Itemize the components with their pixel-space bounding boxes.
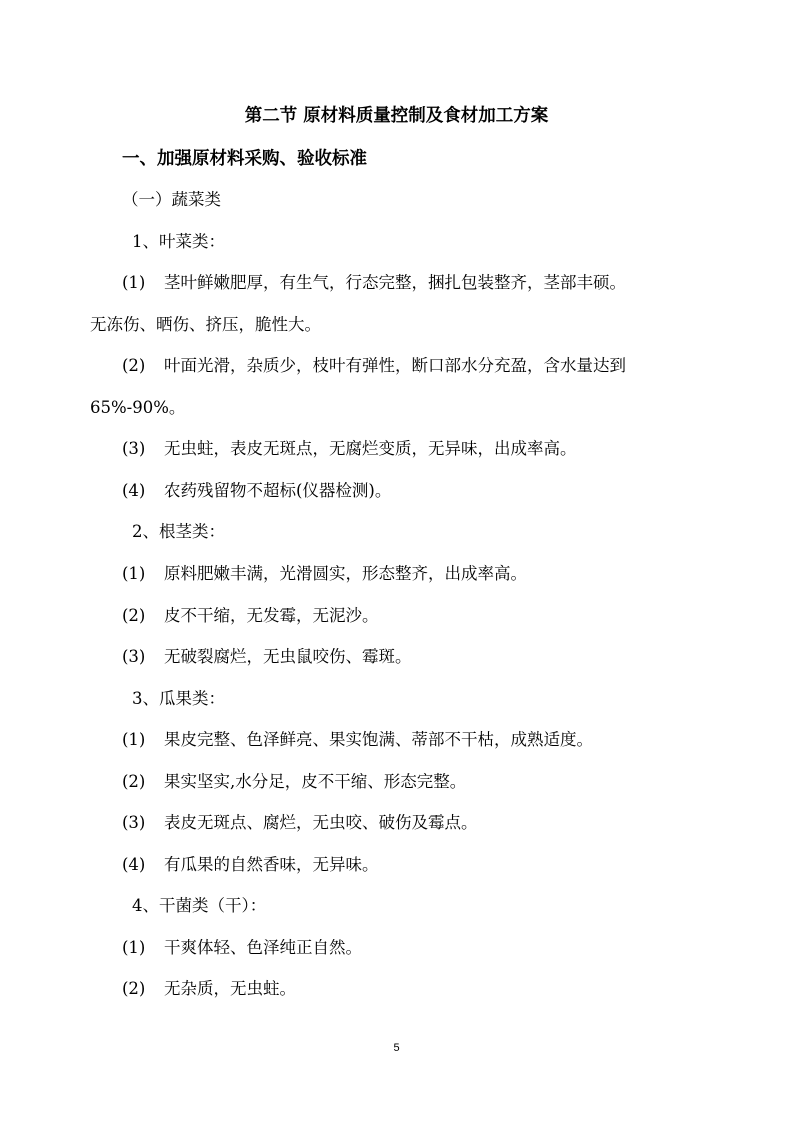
item-text: 叶面光滑，杂质少，枝叶有弹性，断口部水分充盈，含水量达到 bbox=[164, 356, 626, 375]
category-heading: 4、干菌类（干）： bbox=[132, 896, 267, 915]
item-text: 无杂质，无虫蛀。 bbox=[164, 979, 296, 998]
item-number: (2) bbox=[122, 606, 146, 625]
list-item bbox=[122, 854, 379, 876]
item-number: (1) bbox=[122, 938, 146, 957]
item-number: (2) bbox=[122, 356, 146, 375]
list-item bbox=[122, 771, 466, 793]
list-item bbox=[122, 355, 626, 377]
page-title: 第二节 原材料质量控制及食材加工方案 bbox=[244, 106, 549, 126]
item-text: 果实坚实,水分足，皮不干缩、形态完整。 bbox=[164, 772, 467, 791]
list-item bbox=[122, 978, 296, 1000]
list-item bbox=[122, 605, 379, 627]
item-text: 有瓜果的自然香味，无异味。 bbox=[164, 855, 379, 874]
item-text: 无虫蛀，表皮无斑点，无腐烂变质，无异味，出成率高。 bbox=[164, 439, 577, 458]
list-item bbox=[122, 563, 527, 585]
list-item bbox=[122, 272, 626, 294]
item-number: (4) bbox=[122, 855, 146, 874]
item-text: 茎叶鲜嫩肥厚，有生气，行态完整，捆扎包装整齐，茎部丰硕。 bbox=[164, 273, 626, 292]
item-text: 原料肥嫩丰满，光滑圆实，形态整齐，出成率高。 bbox=[164, 564, 527, 583]
section-heading: 一、加强原材料采购、验收标准 bbox=[122, 149, 367, 169]
item-text: 表皮无斑点、腐烂，无虫咬、破伤及霉点。 bbox=[164, 813, 478, 832]
category-heading: 2、根茎类： bbox=[132, 522, 225, 541]
item-number: (1) bbox=[122, 564, 146, 583]
item-continuation: 无冻伤、晒伤、挤压，脆性大。 bbox=[90, 315, 321, 334]
item-number: (3) bbox=[122, 439, 146, 458]
list-item bbox=[122, 438, 577, 460]
subsection-heading: （一）蔬菜类 bbox=[122, 190, 221, 209]
category-heading: 1、叶菜类： bbox=[132, 232, 225, 251]
category-heading: 3、瓜果类： bbox=[132, 689, 225, 708]
item-number: (4) bbox=[122, 481, 146, 500]
list-item bbox=[122, 937, 362, 959]
list-item bbox=[122, 480, 391, 502]
item-text: 干爽体轻、色泽纯正自然。 bbox=[164, 938, 362, 957]
item-text: 农药残留物不超标(仪器检测)。 bbox=[164, 481, 392, 500]
item-number: (1) bbox=[122, 273, 146, 292]
item-text: 无破裂腐烂，无虫鼠咬伤、霉斑。 bbox=[164, 647, 412, 666]
item-text: 皮不干缩，无发霉，无泥沙。 bbox=[164, 606, 379, 625]
page-number: 5 bbox=[393, 1042, 400, 1054]
item-number: (1) bbox=[122, 730, 146, 749]
item-number: (2) bbox=[122, 772, 146, 791]
item-continuation: 65%-90%。 bbox=[90, 398, 186, 417]
list-item bbox=[122, 812, 478, 834]
item-number: (3) bbox=[122, 813, 146, 832]
item-text: 果皮完整、色泽鲜亮、果实饱满、蒂部不干枯，成熟适度。 bbox=[164, 730, 593, 749]
item-number: (2) bbox=[122, 979, 146, 998]
list-item bbox=[122, 729, 593, 751]
item-number: (3) bbox=[122, 647, 146, 666]
list-item bbox=[122, 646, 412, 668]
